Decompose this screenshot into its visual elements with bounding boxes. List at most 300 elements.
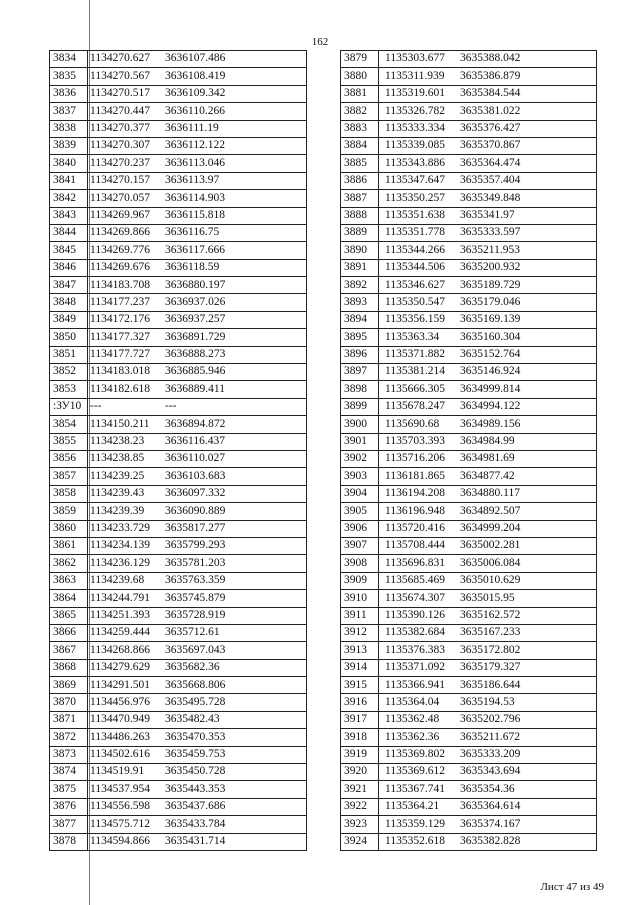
x-coordinate: 1134270.567 bbox=[90, 69, 150, 82]
table-row bbox=[341, 137, 597, 154]
coordinates-cell bbox=[88, 137, 307, 154]
x-coordinate: 1134269.967 bbox=[90, 208, 150, 221]
point-id-cell: 3845 bbox=[50, 242, 88, 259]
table-row bbox=[341, 503, 597, 520]
x-coordinate: 1134244.791 bbox=[90, 591, 150, 604]
table-row bbox=[341, 311, 597, 328]
table-body-left bbox=[50, 51, 307, 851]
table-row bbox=[50, 694, 307, 711]
point-id-cell: 3900 bbox=[341, 416, 379, 433]
point-id-cell: 3850 bbox=[50, 329, 88, 346]
point-id-cell: 3889 bbox=[341, 224, 379, 241]
table-row bbox=[341, 798, 597, 815]
table-row bbox=[50, 468, 307, 485]
table-row bbox=[50, 537, 307, 554]
y-coordinate: 3635179.327 bbox=[460, 661, 521, 674]
y-coordinate: 3635374.167 bbox=[460, 817, 521, 830]
table-row bbox=[50, 590, 307, 607]
x-coordinate: 1135674.307 bbox=[385, 591, 445, 604]
y-coordinate: 3636110.027 bbox=[165, 452, 225, 465]
y-coordinate: 3635728.919 bbox=[165, 608, 226, 621]
x-coordinate: 1135371.092 bbox=[385, 661, 445, 674]
table-row bbox=[50, 155, 307, 172]
x-coordinate: 1136181.865 bbox=[385, 469, 445, 482]
point-id-cell: 3874 bbox=[50, 764, 88, 781]
x-coordinate: 1134183.018 bbox=[90, 365, 150, 378]
x-coordinate: 1135369.802 bbox=[385, 748, 445, 761]
coordinates-cell bbox=[379, 416, 597, 433]
coordinates-table-left bbox=[49, 50, 307, 851]
point-id-cell: 3854 bbox=[50, 416, 88, 433]
y-coordinate: 3635763.359 bbox=[165, 574, 226, 587]
coordinates-cell bbox=[379, 224, 597, 241]
x-coordinate: 1134575.712 bbox=[90, 817, 150, 830]
table-row bbox=[50, 68, 307, 85]
point-id-cell: 3861 bbox=[50, 537, 88, 554]
point-id-cell: 3864 bbox=[50, 590, 88, 607]
table-row bbox=[50, 781, 307, 798]
coordinates-cell bbox=[379, 329, 597, 346]
x-coordinate: 1134556.598 bbox=[90, 800, 150, 813]
table-row bbox=[341, 642, 597, 659]
y-coordinate: 3635333.597 bbox=[460, 226, 521, 239]
point-id-cell: 3842 bbox=[50, 190, 88, 207]
point-id-cell: 3897 bbox=[341, 364, 379, 381]
point-id-cell: 3919 bbox=[341, 746, 379, 763]
table-row bbox=[341, 155, 597, 172]
coordinates-cell bbox=[379, 555, 597, 572]
x-coordinate: 1135346.627 bbox=[385, 278, 445, 291]
table-body-right bbox=[341, 51, 597, 851]
table-row bbox=[50, 624, 307, 641]
x-coordinate: 1134270.057 bbox=[90, 191, 150, 204]
y-coordinate: 3636117.666 bbox=[165, 243, 225, 256]
y-coordinate: 3634984.99 bbox=[460, 435, 515, 448]
table-row bbox=[50, 607, 307, 624]
coordinates-cell bbox=[379, 242, 597, 259]
coordinates-cell bbox=[379, 816, 597, 833]
coordinates-cell bbox=[88, 624, 307, 641]
coordinates-cell bbox=[379, 137, 597, 154]
coordinates-cell bbox=[379, 520, 597, 537]
y-coordinate: 3635002.281 bbox=[460, 539, 521, 552]
point-id-cell: 3849 bbox=[50, 311, 88, 328]
point-id-cell: 3835 bbox=[50, 68, 88, 85]
x-coordinate: 1135344.266 bbox=[385, 243, 445, 256]
coordinates-cell bbox=[88, 120, 307, 137]
point-id-cell: 3867 bbox=[50, 642, 88, 659]
x-coordinate: 1135319.601 bbox=[385, 87, 445, 100]
table-row bbox=[341, 259, 597, 276]
table-row bbox=[50, 311, 307, 328]
x-coordinate: 1134537.954 bbox=[90, 782, 150, 795]
table-row bbox=[341, 607, 597, 624]
point-id-cell: 3921 bbox=[341, 781, 379, 798]
x-coordinate: 1135685.469 bbox=[385, 574, 445, 587]
table-row bbox=[341, 659, 597, 676]
x-coordinate: 1134502.616 bbox=[90, 748, 150, 761]
table-row bbox=[341, 224, 597, 241]
coordinates-cell bbox=[88, 746, 307, 763]
point-id-cell: 3851 bbox=[50, 346, 88, 363]
point-id-cell: 3866 bbox=[50, 624, 88, 641]
table-row bbox=[341, 207, 597, 224]
x-coordinate: 1134239.39 bbox=[90, 504, 145, 517]
table-row bbox=[50, 172, 307, 189]
point-id-cell: 3890 bbox=[341, 242, 379, 259]
point-id-cell: 3914 bbox=[341, 659, 379, 676]
point-id-cell: 3909 bbox=[341, 572, 379, 589]
y-coordinate: 3636097.332 bbox=[165, 487, 226, 500]
table-row bbox=[341, 781, 597, 798]
x-coordinate: 1135363.34 bbox=[385, 330, 440, 343]
x-coordinate: 1135352.618 bbox=[385, 835, 445, 848]
x-coordinate: 1134238.85 bbox=[90, 452, 145, 465]
point-id-cell: 3865 bbox=[50, 607, 88, 624]
point-id-cell: 3860 bbox=[50, 520, 88, 537]
y-coordinate: 3635202.796 bbox=[460, 713, 521, 726]
point-id-cell: 3838 bbox=[50, 120, 88, 137]
table-row bbox=[50, 242, 307, 259]
y-coordinate: 3635186.644 bbox=[460, 678, 521, 691]
table-row bbox=[50, 381, 307, 398]
coordinates-cell bbox=[88, 155, 307, 172]
x-coordinate: 1134172.176 bbox=[90, 313, 150, 326]
x-coordinate: 1134238.23 bbox=[90, 435, 145, 448]
table-row bbox=[50, 729, 307, 746]
y-coordinate: 3636111.19 bbox=[165, 122, 219, 134]
table-row bbox=[341, 764, 597, 781]
coordinates-cell bbox=[379, 51, 597, 68]
y-coordinate: 3635343.694 bbox=[460, 765, 521, 778]
coordinates-cell bbox=[379, 694, 597, 711]
table-row bbox=[50, 137, 307, 154]
coordinates-cell bbox=[88, 51, 307, 68]
y-coordinate: 3635211.672 bbox=[460, 730, 520, 743]
coordinates-cell bbox=[88, 381, 307, 398]
coordinates-cell bbox=[379, 85, 597, 102]
point-id-cell: 3911 bbox=[341, 607, 379, 624]
point-id-cell: 3905 bbox=[341, 503, 379, 520]
table-row bbox=[50, 711, 307, 728]
x-coordinate: 1134251.393 bbox=[90, 608, 150, 621]
coordinates-cell bbox=[88, 781, 307, 798]
point-id-cell: 3903 bbox=[341, 468, 379, 485]
point-id-cell: 3894 bbox=[341, 311, 379, 328]
table-row bbox=[50, 85, 307, 102]
y-coordinate: 3635712.61 bbox=[165, 626, 220, 639]
x-coordinate: 1135364.04 bbox=[385, 695, 440, 708]
coordinates-cell bbox=[88, 816, 307, 833]
y-coordinate: 3635167.233 bbox=[460, 626, 521, 639]
coordinates-cell bbox=[379, 259, 597, 276]
coordinates-cell bbox=[88, 103, 307, 120]
point-id-cell: 3859 bbox=[50, 503, 88, 520]
coordinates-cell bbox=[379, 468, 597, 485]
table-row bbox=[50, 798, 307, 815]
table-row bbox=[341, 468, 597, 485]
y-coordinate: 3634981.69 bbox=[460, 452, 515, 465]
coordinates-cell bbox=[88, 259, 307, 276]
table-row bbox=[341, 485, 597, 502]
x-coordinate: --- bbox=[90, 400, 102, 413]
y-coordinate: 3635162.572 bbox=[460, 608, 521, 621]
point-id-cell: 3844 bbox=[50, 224, 88, 241]
y-coordinate: 3636889.411 bbox=[165, 382, 225, 395]
point-id-cell: 3878 bbox=[50, 833, 88, 850]
table-row bbox=[50, 51, 307, 68]
table-row bbox=[341, 833, 597, 850]
table-row bbox=[50, 103, 307, 120]
coordinates-cell bbox=[379, 68, 597, 85]
table-row bbox=[341, 572, 597, 589]
table-row bbox=[50, 433, 307, 450]
x-coordinate: 1134270.157 bbox=[90, 174, 150, 187]
x-coordinate: 1135350.547 bbox=[385, 295, 445, 308]
table-row bbox=[341, 433, 597, 450]
x-coordinate: 1135356.159 bbox=[385, 313, 445, 326]
sheet-footer: Лист 47 из 49 bbox=[540, 881, 604, 893]
coordinates-cell bbox=[88, 798, 307, 815]
page-number: 162 bbox=[311, 36, 329, 48]
coordinates-cell bbox=[379, 103, 597, 120]
table-row bbox=[341, 746, 597, 763]
x-coordinate: 1134486.263 bbox=[90, 730, 150, 743]
x-coordinate: 1134269.676 bbox=[90, 261, 150, 274]
point-id-cell: 3879 bbox=[341, 51, 379, 68]
table-row bbox=[50, 329, 307, 346]
y-coordinate: 3635470.353 bbox=[165, 730, 226, 743]
point-id-cell: 3912 bbox=[341, 624, 379, 641]
table-row bbox=[50, 659, 307, 676]
y-coordinate: 3636894.872 bbox=[165, 417, 226, 430]
coordinates-cell bbox=[379, 607, 597, 624]
coordinates-cell bbox=[88, 398, 307, 415]
point-id-cell: 3893 bbox=[341, 294, 379, 311]
coordinates-cell bbox=[88, 485, 307, 502]
y-coordinate: 3634994.122 bbox=[460, 400, 521, 413]
y-coordinate: 3635745.879 bbox=[165, 591, 226, 604]
x-coordinate: 1135690.68 bbox=[385, 417, 440, 430]
x-coordinate: 1135326.782 bbox=[385, 104, 445, 117]
point-id-cell: 3898 bbox=[341, 381, 379, 398]
x-coordinate: 1136196.948 bbox=[385, 504, 445, 517]
point-id-cell: 3916 bbox=[341, 694, 379, 711]
point-id-cell: 3891 bbox=[341, 259, 379, 276]
coordinates-cell bbox=[379, 450, 597, 467]
point-id-cell: 3877 bbox=[50, 816, 88, 833]
coordinates-cell bbox=[88, 572, 307, 589]
coordinates-table-right bbox=[340, 50, 597, 851]
coordinates-cell bbox=[88, 346, 307, 363]
y-coordinate: 3636109.342 bbox=[165, 87, 226, 100]
coordinates-cell bbox=[88, 607, 307, 624]
point-id-cell: 3910 bbox=[341, 590, 379, 607]
x-coordinate: 1135350.257 bbox=[385, 191, 445, 204]
point-id-cell: 3873 bbox=[50, 746, 88, 763]
y-coordinate: 3636937.026 bbox=[165, 295, 226, 308]
coordinates-cell bbox=[88, 450, 307, 467]
y-coordinate: 3635376.427 bbox=[460, 122, 521, 134]
table-row bbox=[50, 485, 307, 502]
y-coordinate: 3636108.419 bbox=[165, 69, 226, 82]
point-id-cell: 3875 bbox=[50, 781, 88, 798]
x-coordinate: 1134150.211 bbox=[90, 417, 150, 430]
x-coordinate: 1134279.629 bbox=[90, 661, 150, 674]
x-coordinate: 1135366.941 bbox=[385, 678, 445, 691]
coordinates-cell bbox=[88, 520, 307, 537]
point-id-cell: 3887 bbox=[341, 190, 379, 207]
y-coordinate: 3635437.686 bbox=[165, 800, 226, 813]
table-row bbox=[50, 816, 307, 833]
x-coordinate: 1134239.68 bbox=[90, 574, 145, 587]
point-id-cell: 3843 bbox=[50, 207, 88, 224]
coordinates-cell bbox=[379, 572, 597, 589]
y-coordinate: 3636116.437 bbox=[165, 435, 225, 448]
point-id-cell: 3863 bbox=[50, 572, 88, 589]
coordinates-cell bbox=[379, 659, 597, 676]
x-coordinate: 1134270.517 bbox=[90, 87, 150, 100]
coordinates-cell bbox=[88, 364, 307, 381]
y-coordinate: 3635357.404 bbox=[460, 174, 521, 187]
point-id-cell: 3907 bbox=[341, 537, 379, 554]
y-coordinate: 3636118.59 bbox=[165, 261, 220, 274]
coordinates-cell bbox=[88, 711, 307, 728]
table-row bbox=[50, 520, 307, 537]
y-coordinate: 3634999.204 bbox=[460, 521, 521, 534]
coordinates-cell bbox=[88, 172, 307, 189]
point-id-cell: 3839 bbox=[50, 137, 88, 154]
table-row bbox=[341, 624, 597, 641]
y-coordinate: 3635668.806 bbox=[165, 678, 226, 691]
y-coordinate: 3635169.139 bbox=[460, 313, 521, 326]
y-coordinate: 3635354.36 bbox=[460, 782, 515, 795]
coordinates-cell bbox=[379, 485, 597, 502]
table-row bbox=[341, 555, 597, 572]
x-coordinate: 1134456.976 bbox=[90, 695, 150, 708]
table-row bbox=[341, 172, 597, 189]
x-coordinate: 1134233.729 bbox=[90, 521, 150, 534]
table-row bbox=[50, 450, 307, 467]
point-id-cell: 3872 bbox=[50, 729, 88, 746]
point-id-cell: 3862 bbox=[50, 555, 88, 572]
point-id-cell: 3899 bbox=[341, 398, 379, 415]
coordinates-cell bbox=[88, 190, 307, 207]
table-row bbox=[341, 729, 597, 746]
table-row bbox=[341, 398, 597, 415]
x-coordinate: 1134270.307 bbox=[90, 139, 150, 152]
coordinates-cell bbox=[88, 677, 307, 694]
table-row bbox=[341, 329, 597, 346]
table-row bbox=[50, 398, 307, 415]
y-coordinate: 3635146.924 bbox=[460, 365, 521, 378]
x-coordinate: 1134259.444 bbox=[90, 626, 150, 639]
coordinates-cell bbox=[379, 398, 597, 415]
y-coordinate: 3636107.486 bbox=[165, 52, 226, 65]
table-row bbox=[50, 259, 307, 276]
y-coordinate: 3636888.273 bbox=[165, 348, 226, 361]
x-coordinate: 1134182.618 bbox=[90, 382, 150, 395]
table-row bbox=[341, 520, 597, 537]
point-id-cell: 3856 bbox=[50, 450, 88, 467]
point-id-cell: 3915 bbox=[341, 677, 379, 694]
y-coordinate: 3635189.729 bbox=[460, 278, 521, 291]
coordinates-cell bbox=[379, 624, 597, 641]
table-row bbox=[50, 294, 307, 311]
table-row bbox=[341, 51, 597, 68]
point-id-cell: 3895 bbox=[341, 329, 379, 346]
table-row bbox=[50, 190, 307, 207]
table-row bbox=[341, 537, 597, 554]
table-row bbox=[341, 277, 597, 294]
point-id-cell: 3884 bbox=[341, 137, 379, 154]
coordinates-cell bbox=[379, 642, 597, 659]
table-row bbox=[341, 381, 597, 398]
x-coordinate: 1135343.886 bbox=[385, 156, 445, 169]
y-coordinate: 3634877.42 bbox=[460, 469, 515, 482]
coordinates-cell bbox=[379, 294, 597, 311]
x-coordinate: 1134270.627 bbox=[90, 52, 150, 65]
x-coordinate: 1135333.334 bbox=[385, 122, 445, 134]
y-coordinate: 3636885.946 bbox=[165, 365, 226, 378]
x-coordinate: 1135390.126 bbox=[385, 608, 445, 621]
y-coordinate: 3635382.828 bbox=[460, 835, 521, 848]
point-id-cell: 3876 bbox=[50, 798, 88, 815]
point-id-cell: 3858 bbox=[50, 485, 88, 502]
x-coordinate: 1135359.129 bbox=[385, 817, 445, 830]
x-coordinate: 1134269.866 bbox=[90, 226, 150, 239]
coordinates-cell bbox=[379, 729, 597, 746]
x-coordinate: 1135351.638 bbox=[385, 208, 445, 221]
y-coordinate: 3634989.156 bbox=[460, 417, 521, 430]
table-row bbox=[50, 503, 307, 520]
point-id-cell: 3855 bbox=[50, 433, 88, 450]
table-row bbox=[341, 364, 597, 381]
y-coordinate: 3634880.117 bbox=[460, 487, 520, 500]
x-coordinate: 1135339.085 bbox=[385, 139, 445, 152]
coordinates-cell bbox=[88, 329, 307, 346]
point-id-cell: 3908 bbox=[341, 555, 379, 572]
x-coordinate: 1135703.393 bbox=[385, 435, 445, 448]
y-coordinate: 3635194.53 bbox=[460, 695, 515, 708]
coordinates-cell bbox=[379, 798, 597, 815]
y-coordinate: 3635160.304 bbox=[460, 330, 521, 343]
coordinates-cell bbox=[379, 346, 597, 363]
point-id-cell: 3906 bbox=[341, 520, 379, 537]
x-coordinate: 1135678.247 bbox=[385, 400, 445, 413]
x-coordinate: 1135369.612 bbox=[385, 765, 445, 778]
point-id-cell: 3870 bbox=[50, 694, 88, 711]
y-coordinate: 3636937.257 bbox=[165, 313, 226, 326]
y-coordinate: 3635388.042 bbox=[460, 52, 521, 65]
coordinates-cell bbox=[88, 537, 307, 554]
x-coordinate: 1134470.949 bbox=[90, 713, 150, 726]
coordinates-cell bbox=[379, 781, 597, 798]
x-coordinate: 1134177.327 bbox=[90, 330, 150, 343]
x-coordinate: 1135362.36 bbox=[385, 730, 440, 743]
x-coordinate: 1135381.214 bbox=[385, 365, 445, 378]
y-coordinate: 3635799.293 bbox=[165, 539, 226, 552]
y-coordinate: 3635152.764 bbox=[460, 348, 521, 361]
table-row bbox=[50, 416, 307, 433]
y-coordinate: 3636115.818 bbox=[165, 208, 225, 221]
y-coordinate: 3635179.046 bbox=[460, 295, 521, 308]
table-row bbox=[50, 277, 307, 294]
coordinates-cell bbox=[88, 433, 307, 450]
point-id-cell: 3904 bbox=[341, 485, 379, 502]
coordinates-cell bbox=[88, 503, 307, 520]
x-coordinate: 1136194.208 bbox=[385, 487, 445, 500]
